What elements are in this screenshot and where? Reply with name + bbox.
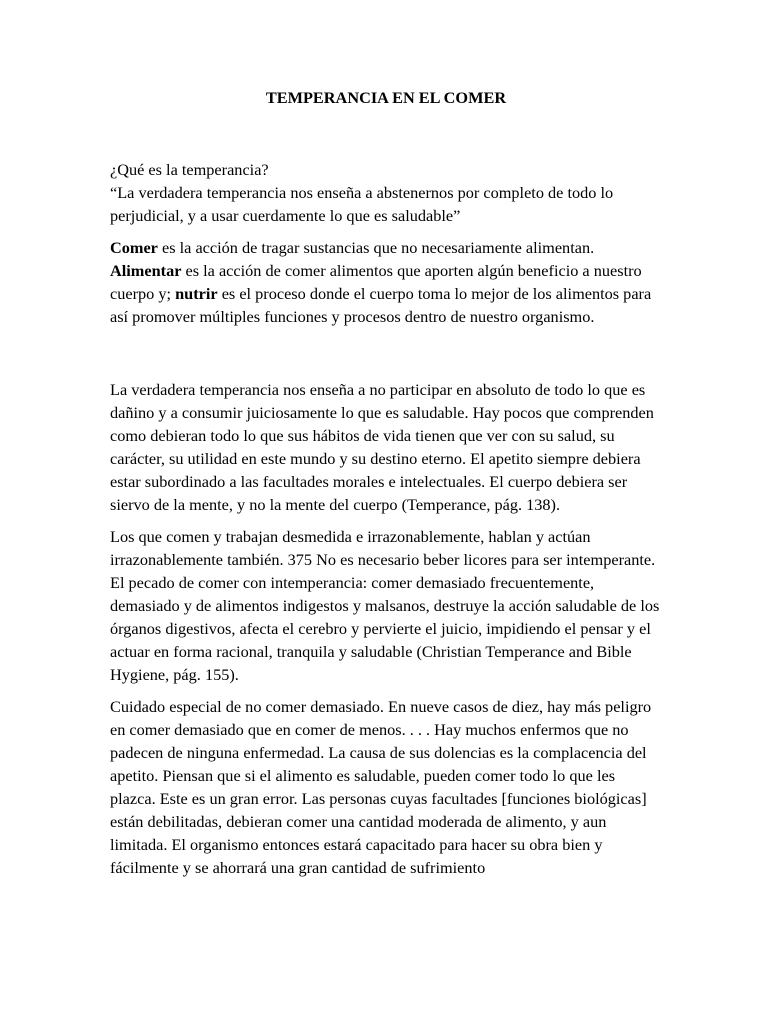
document-title: TEMPERANCIA EN EL COMER bbox=[265, 88, 507, 107]
definitions-paragraph bbox=[110, 236, 662, 328]
intro-quote: “La verdadera temperancia nos enseña a abstenernos por completo de todo lo perjudicial, y a usar cuerdamente lo que es saludable” bbox=[110, 183, 614, 225]
term-alimentar: Alimentar bbox=[110, 261, 182, 280]
term-nutrir: nutrir bbox=[175, 284, 218, 303]
document-page bbox=[110, 86, 662, 888]
question-line: ¿Qué es la temperancia? bbox=[110, 160, 269, 179]
term-comer: Comer bbox=[110, 238, 158, 257]
body-paragraph-3: Cuidado especial de no comer demasiado. En nueve casos de diez, hay más peligro en comer demasiado que en comer de menos. . . . Hay muchos enfermos que no padecen de ninguna enfermedad. La causa de sus dolencias es la complacencia del apetito. Piensan que si el alimento es saludable, pueden comer todo lo que les plazca. Este es un gran error. Las personas cuyas facultades [funciones biológicas] están debilitadas, debieran comer una cantidad moderada de alimento, y aun limitada. El organismo entonces estará capacitado para hacer su obra bien y fácilmente y se ahorrará una gran cantidad de sufrimiento bbox=[110, 697, 652, 877]
blank-space bbox=[110, 337, 662, 378]
definition-alimentar: es la acción de comer alimentos que aporten algún beneficio a nuestro cuerpo y; bbox=[110, 261, 642, 303]
body-paragraph-1: La verdadera temperancia nos enseña a no participar en absoluto de todo lo que es dañino y a consumir juiciosamente lo que es saludable. Hay pocos que comprenden como debieran todo lo que sus hábitos de vida tienen que ver con su salud, su carácter, su utilidad en este mundo y su destino eterno. El apetito siempre debiera estar subordinado a las facultades morales e intelectuales. El cuerpo debiera ser siervo de la mente, y no la mente del cuerpo (Temperance, pág. 138). bbox=[110, 380, 654, 514]
body-paragraph-2: Los que comen y trabajan desmedida e irrazonablemente, hablan y actúan irrazonablemente también. 375 No es necesario beber licores para ser intemperante. El pecado de comer con intemperancia: comer demasiado frecuentemente, demasiado y de alimentos indigestos y malsanos, destruye la acción saludable de los órganos digestivos, afecta el cerebro y pervierte el juicio, impidiendo el pensar y el actuar en forma racional, tranquila y saludable (Christian Temperance and Bible Hygiene, pág. 155). bbox=[110, 527, 660, 684]
definition-comer: es la acción de tragar sustancias que no necesariamente alimentan. bbox=[157, 238, 595, 257]
definition-nutrir: es el proceso donde el cuerpo toma lo mejor de los alimentos para así promover múltiples funciones y procesos dentro de nuestro organismo. bbox=[110, 284, 652, 326]
